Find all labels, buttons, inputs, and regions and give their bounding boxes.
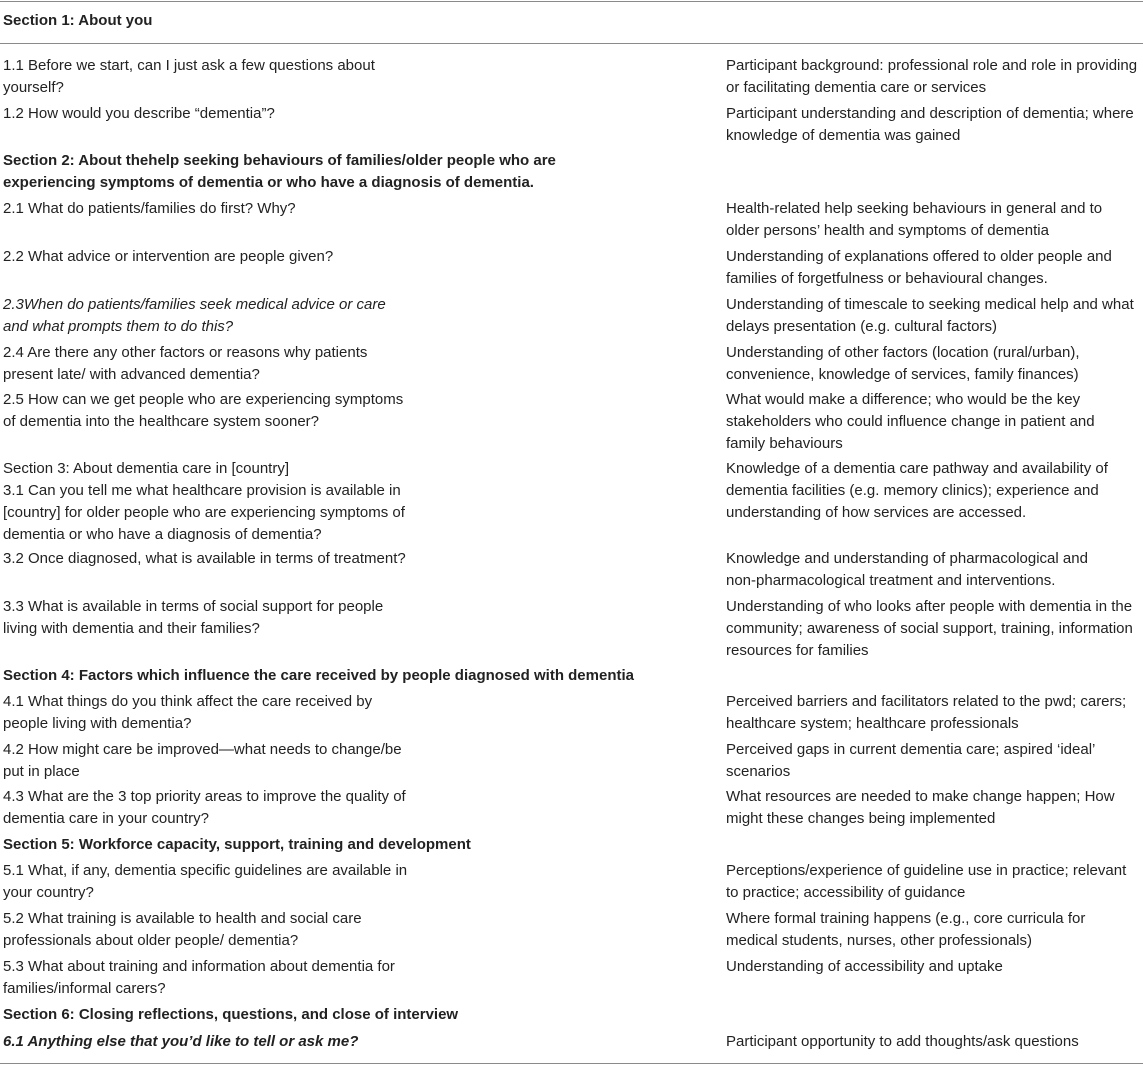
question-cell <box>3 389 473 433</box>
question-line: 3.3 What is available in terms of social support for people <box>3 598 384 615</box>
question-line: 3.2 Once diagnosed, what is available in terms of treatment? <box>3 550 406 567</box>
question-line: 5.1 What, if any, dementia specific guidelines are available in <box>3 862 408 879</box>
header-rule <box>0 43 1143 44</box>
topic-line: What would make a difference; who would be the key <box>726 391 1081 408</box>
question-line: 5.2 What training is available to health and social care <box>3 910 362 927</box>
topic-line: non-pharmacological treatment and interventions. <box>726 572 1056 589</box>
topic-line: might these changes being implemented <box>726 810 996 827</box>
topic-line: to practice; accessibility of guidance <box>726 884 966 901</box>
topic-line: family behaviours <box>726 435 843 452</box>
topic-line: Understanding of other factors (location (rural/urban), <box>726 344 1080 361</box>
topic-line: knowledge of dementia was gained <box>726 127 961 144</box>
topic-line: medical students, nurses, other professionals) <box>726 932 1032 949</box>
topic-line: Knowledge and understanding of pharmacological and <box>726 550 1088 567</box>
question-cell <box>3 246 473 268</box>
topic-line: dementia facilities (e.g. memory clinics); experience and <box>726 482 1099 499</box>
question-line: 4.1 What things do you think affect the care received by <box>3 693 373 710</box>
question-line: your country? <box>3 884 94 901</box>
section-heading-line: experiencing symptoms of dementia or who have a diagnosis of dementia. <box>3 174 534 191</box>
question-line: of dementia into the healthcare system sooner? <box>3 413 320 430</box>
question-line: 4.3 What are the 3 top priority areas to improve the quality of <box>3 788 406 805</box>
topic-line: convenience, knowledge of services, family finances) <box>726 366 1079 383</box>
topic-line: community; awareness of social support, training, information <box>726 620 1133 637</box>
topic-line: What resources are needed to make change happen; How <box>726 788 1115 805</box>
topic-line: understanding of how services are accessed. <box>726 504 1027 521</box>
question-line: 3.1 Can you tell me what healthcare provision is available in <box>3 482 401 499</box>
topic-cell <box>726 691 1143 735</box>
topic-cell <box>726 294 1143 338</box>
question-cell <box>3 860 473 904</box>
question-cell <box>3 739 473 783</box>
topic-line: resources for families <box>726 642 869 659</box>
topic-cell <box>726 548 1143 592</box>
question-line: 2.3When do patients/families seek medical advice or care <box>3 296 386 313</box>
topic-cell <box>726 786 1143 830</box>
table-header: Section 1: About you <box>3 12 153 29</box>
section-heading-line: Section 5: Workforce capacity, support, training and development <box>3 836 471 853</box>
topic-line: or facilitating dementia care or services <box>726 79 987 96</box>
topic-line: Where formal training happens (e.g., core curricula for <box>726 910 1086 927</box>
question-line: 1.1 Before we start, can I just ask a few questions about <box>3 57 375 74</box>
question-line: families/informal carers? <box>3 980 166 997</box>
topic-line: Perceptions/experience of guideline use in practice; relevant <box>726 862 1127 879</box>
topic-line: scenarios <box>726 763 791 780</box>
topic-cell <box>726 103 1143 147</box>
section-heading <box>3 665 703 687</box>
table-top-rule <box>0 1 1143 2</box>
question-line: [country] for older people who are experiencing symptoms of <box>3 504 405 521</box>
question-cell <box>3 908 473 952</box>
question-cell <box>3 294 473 338</box>
question-cell <box>3 1031 473 1053</box>
question-cell <box>3 103 473 125</box>
topic-cell <box>726 956 1143 978</box>
topic-cell <box>726 860 1143 904</box>
topic-line: Health-related help seeking behaviours in general and to <box>726 200 1103 217</box>
topic-line: families of forgetfulness or behavioural changes. <box>726 270 1048 287</box>
topic-cell <box>726 55 1143 99</box>
topic-cell <box>726 1031 1143 1053</box>
topic-line: Understanding of timescale to seeking medical help and what <box>726 296 1134 313</box>
section-heading <box>3 1004 703 1026</box>
question-line: 4.2 How might care be improved—what needs to change/be <box>3 741 402 758</box>
topic-line: delays presentation (e.g. cultural factors) <box>726 318 997 335</box>
topic-cell <box>726 596 1143 662</box>
question-cell <box>3 786 473 830</box>
question-line: professionals about older people/ dementia? <box>3 932 299 949</box>
topic-line: Understanding of accessibility and uptake <box>726 958 1003 975</box>
question-cell <box>3 342 473 386</box>
question-line: put in place <box>3 763 80 780</box>
topic-line: Understanding of explanations offered to older people and <box>726 248 1112 265</box>
question-line: 2.2 What advice or intervention are people given? <box>3 248 334 265</box>
question-line: 6.1 Anything else that you’d like to tell or ask me? <box>3 1033 359 1050</box>
table-bottom-rule <box>0 1063 1143 1064</box>
question-line: 2.4 Are there any other factors or reasons why patients <box>3 344 368 361</box>
question-cell <box>3 956 473 1000</box>
topic-line: Participant background: professional role and role in providing <box>726 57 1138 74</box>
topic-line: Participant understanding and description of dementia; where <box>726 105 1134 122</box>
topic-line: stakeholders who could influence change in patient and <box>726 413 1095 430</box>
question-line: present late/ with advanced dementia? <box>3 366 260 383</box>
question-cell <box>3 55 473 99</box>
topic-cell <box>726 198 1143 242</box>
section-heading <box>3 834 703 856</box>
topic-cell <box>726 342 1143 386</box>
question-cell <box>3 691 473 735</box>
question-line: living with dementia and their families? <box>3 620 260 637</box>
question-line: Section 3: About dementia care in [country] <box>3 460 290 477</box>
topic-cell <box>726 739 1143 783</box>
topic-cell <box>726 389 1143 455</box>
topic-line: Knowledge of a dementia care pathway and availability of <box>726 460 1108 477</box>
topic-line: Participant opportunity to add thoughts/ask questions <box>726 1033 1079 1050</box>
section-heading-line: Section 2: About thehelp seeking behaviours of families/older people who are <box>3 152 556 169</box>
question-line: yourself? <box>3 79 64 96</box>
topic-cell <box>726 908 1143 952</box>
topic-cell <box>726 458 1143 524</box>
section-heading <box>3 150 703 194</box>
question-line: 5.3 What about training and information about dementia for <box>3 958 395 975</box>
topic-line: Perceived barriers and facilitators related to the pwd; carers; <box>726 693 1127 710</box>
question-line: people living with dementia? <box>3 715 192 732</box>
question-line: 2.1 What do patients/families do first? Why? <box>3 200 296 217</box>
section-heading-line: Section 4: Factors which influence the care received by people diagnosed with dementia <box>3 667 634 684</box>
question-line: 2.5 How can we get people who are experiencing symptoms <box>3 391 404 408</box>
question-cell <box>3 458 473 546</box>
topic-cell <box>726 246 1143 290</box>
question-line: dementia or who have a diagnosis of dementia? <box>3 526 322 543</box>
question-line: dementia care in your country? <box>3 810 209 827</box>
topic-line: Perceived gaps in current dementia care; aspired ‘ideal’ <box>726 741 1096 758</box>
question-cell <box>3 198 473 220</box>
question-line: and what prompts them to do this? <box>3 318 234 335</box>
question-cell <box>3 548 473 570</box>
topic-line: Understanding of who looks after people with dementia in the <box>726 598 1133 615</box>
topic-line: older persons’ health and symptoms of dementia <box>726 222 1049 239</box>
question-line: 1.2 How would you describe “dementia”? <box>3 105 275 122</box>
topic-line: healthcare system; healthcare professionals <box>726 715 1019 732</box>
section-heading-line: Section 6: Closing reflections, questions, and close of interview <box>3 1006 459 1023</box>
question-cell <box>3 596 473 640</box>
